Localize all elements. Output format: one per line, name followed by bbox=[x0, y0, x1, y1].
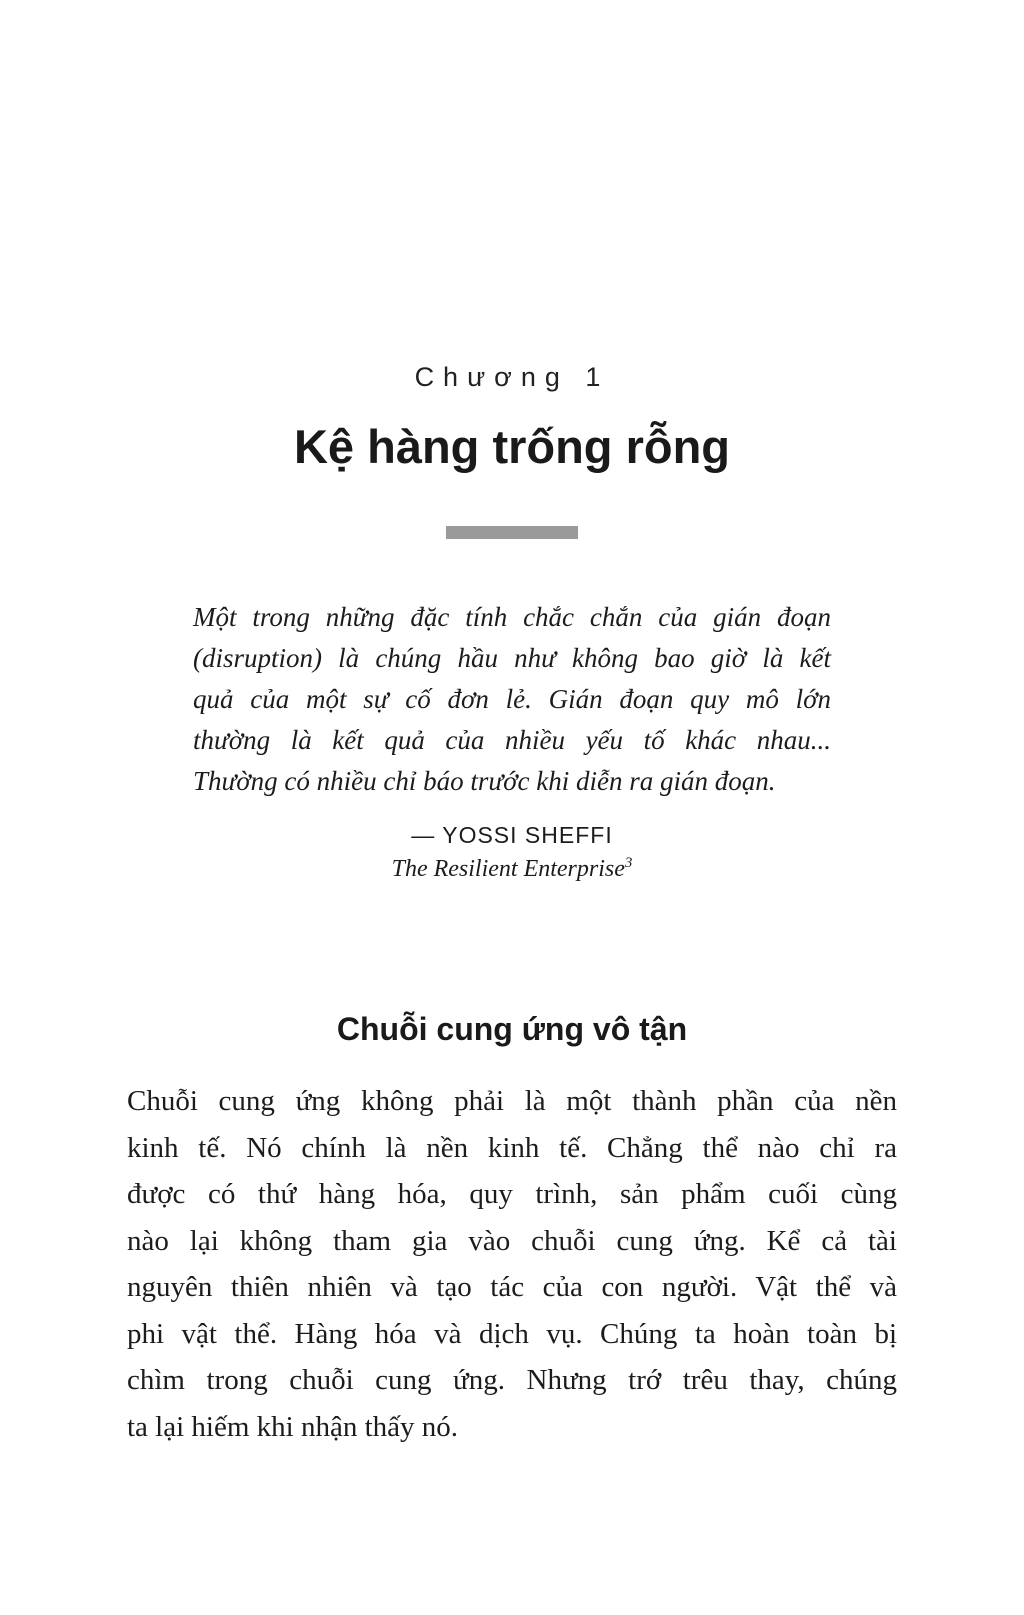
body-line: nguyên thiên nhiên và tạo tác của con người. Vật thể và bbox=[127, 1271, 897, 1303]
body-line: Chuỗi cung ứng không phải là một thành phần của nền bbox=[127, 1085, 897, 1117]
quote-source-title: The Resilient Enterprise bbox=[391, 856, 625, 882]
chapter-label: Chương 1 bbox=[414, 362, 610, 392]
body-line: chìm trong chuỗi cung ứng. Nhưng trớ trêu thay, chúng bbox=[127, 1364, 897, 1396]
quote-attribution: — YOSSI SHEFFI bbox=[411, 822, 613, 848]
body-line: phi vật thể. Hàng hóa và dịch vụ. Chúng ta hoàn toàn bị bbox=[127, 1317, 897, 1350]
section-divider-bar bbox=[446, 526, 578, 539]
body-line: được có thứ hàng hóa, quy trình, sản phẩm cuối cùng bbox=[127, 1178, 897, 1210]
quote-source bbox=[0, 855, 1024, 883]
quote-line: quả của một sự cố đơn lẻ. Gián đoạn quy mô lớn bbox=[193, 684, 831, 714]
quote-line: (disruption) là chúng hầu như không bao giờ là kết bbox=[193, 643, 831, 673]
body-paragraph bbox=[127, 1078, 897, 1450]
quote-line: Một trong những đặc tính chắc chắn của gián đoạn bbox=[193, 602, 831, 632]
body-line: nào lại không tham gia vào chuỗi cung ứng. Kể cả tài bbox=[127, 1224, 897, 1257]
quote-line: thường là kết quả của nhiều yếu tố khác nhau... bbox=[193, 725, 831, 755]
chapter-title: Kệ hàng trống rỗng bbox=[293, 420, 730, 473]
section-heading: Chuỗi cung ứng vô tận bbox=[336, 1011, 688, 1047]
footnote-marker: 3 bbox=[624, 855, 633, 871]
quote-line: Thường có nhiều chỉ báo trước khi diễn ra gián đoạn. bbox=[193, 766, 776, 796]
epigraph-quote bbox=[193, 597, 831, 802]
body-line: ta lại hiếm khi nhận thấy nó. bbox=[127, 1410, 459, 1443]
body-line: kinh tế. Nó chính là nền kinh tế. Chẳng thể nào chỉ ra bbox=[127, 1131, 897, 1164]
